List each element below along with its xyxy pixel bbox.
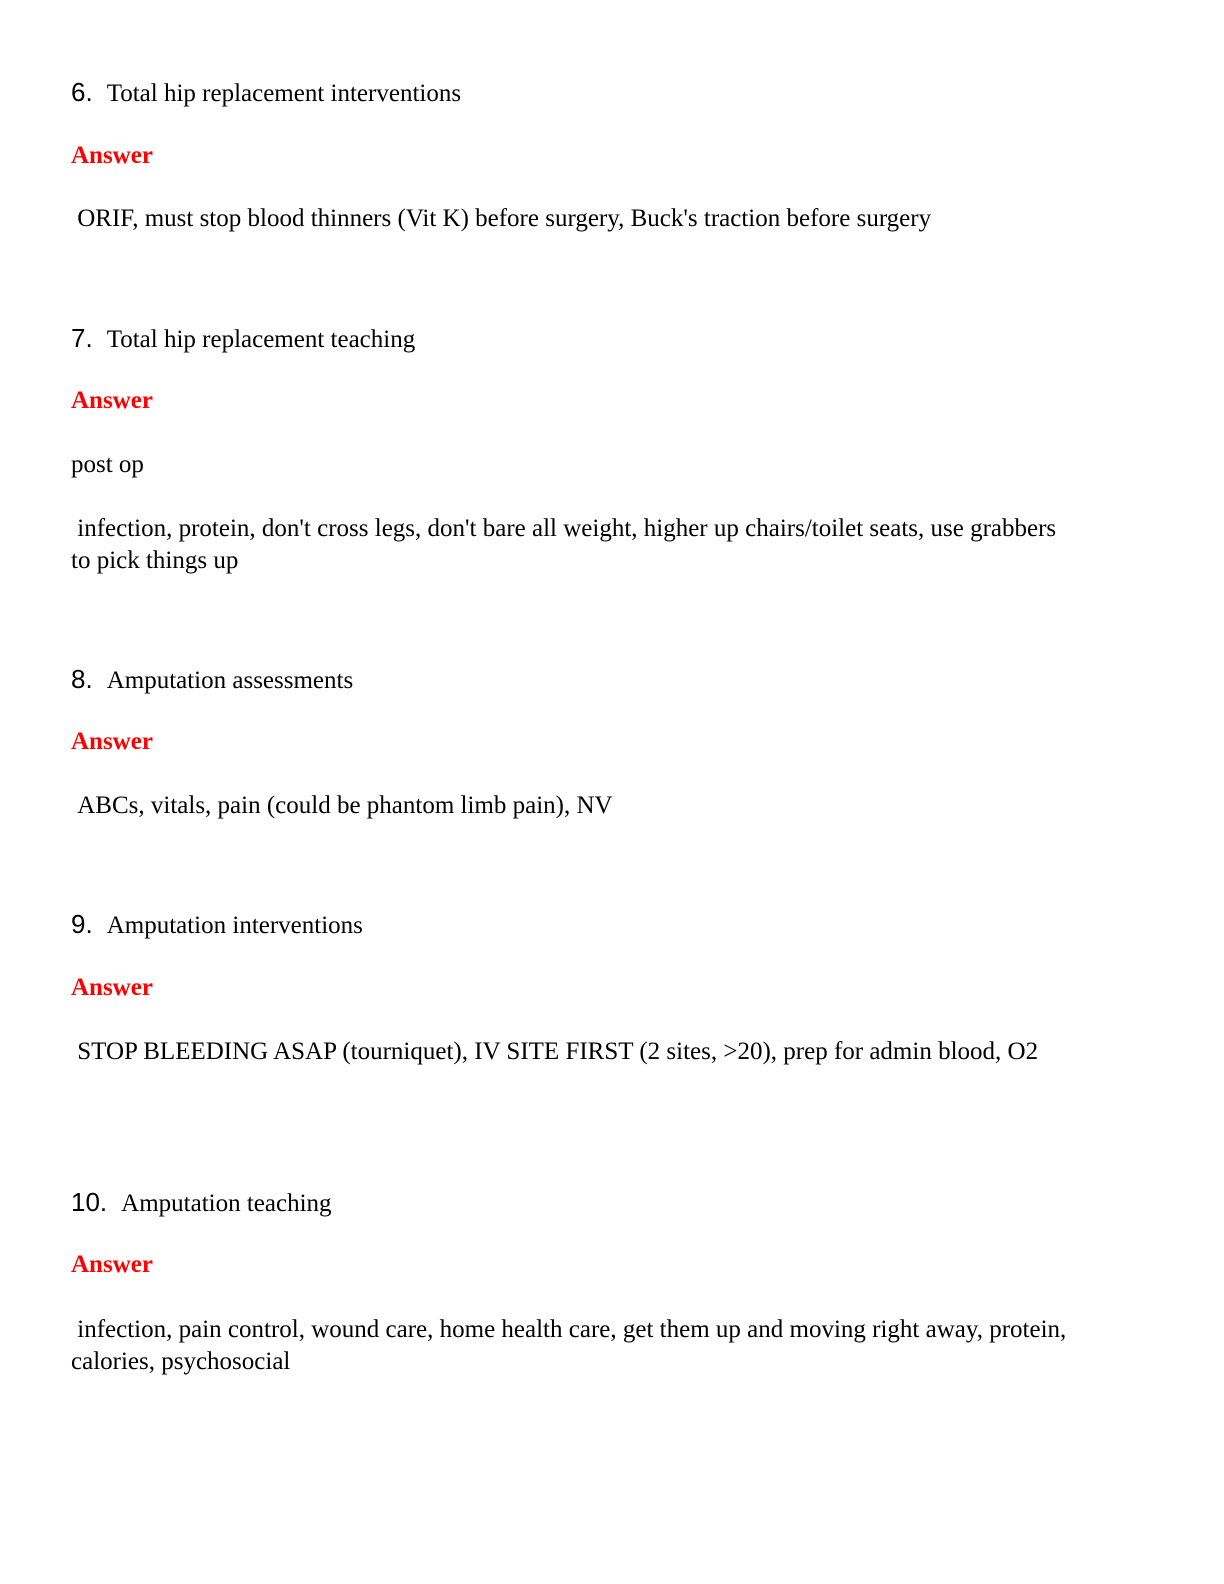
question-number: 6. xyxy=(71,77,93,107)
answer-text: post op xyxy=(71,451,144,478)
answer-text: infection, pain control, wound care, home health care, get them up and moving right away, protein, calories, psychosocial xyxy=(71,1316,1073,1375)
answer-label: Answer xyxy=(71,974,153,1001)
answer-label: Answer xyxy=(71,142,153,169)
question-number: 8. xyxy=(71,664,93,694)
question-text: Amputation interventions xyxy=(106,912,363,939)
question-number: 10. xyxy=(71,1187,108,1217)
question-6 xyxy=(71,76,461,113)
question-text: Total hip replacement interventions xyxy=(106,80,462,107)
question-text: Amputation teaching xyxy=(121,1190,332,1217)
question-text: Amputation assessments xyxy=(106,667,354,694)
answer-text: infection, protein, don't cross legs, don't bare all weight, higher up chairs/toilet seats, use grabbers to pick things up xyxy=(71,515,1063,574)
answer-label: Answer xyxy=(71,1251,153,1278)
answer-text: ORIF, must stop blood thinners (Vit K) before surgery, Buck's traction before surgery xyxy=(71,205,932,232)
answer-text: STOP BLEEDING ASAP (tourniquet), IV SITE FIRST (2 sites, >20), prep for admin blood, O2 xyxy=(71,1038,1039,1065)
question-10 xyxy=(71,1186,332,1223)
question-number: 7. xyxy=(71,323,93,353)
answer-label: Answer xyxy=(71,387,153,414)
question-8 xyxy=(71,663,353,700)
question-text: Total hip replacement teaching xyxy=(106,326,416,353)
answer-label: Answer xyxy=(71,728,153,755)
answer-text: ABCs, vitals, pain (could be phantom limb pain), NV xyxy=(71,792,613,819)
question-number: 9. xyxy=(71,909,93,939)
question-7 xyxy=(71,322,415,359)
question-9 xyxy=(71,908,363,945)
